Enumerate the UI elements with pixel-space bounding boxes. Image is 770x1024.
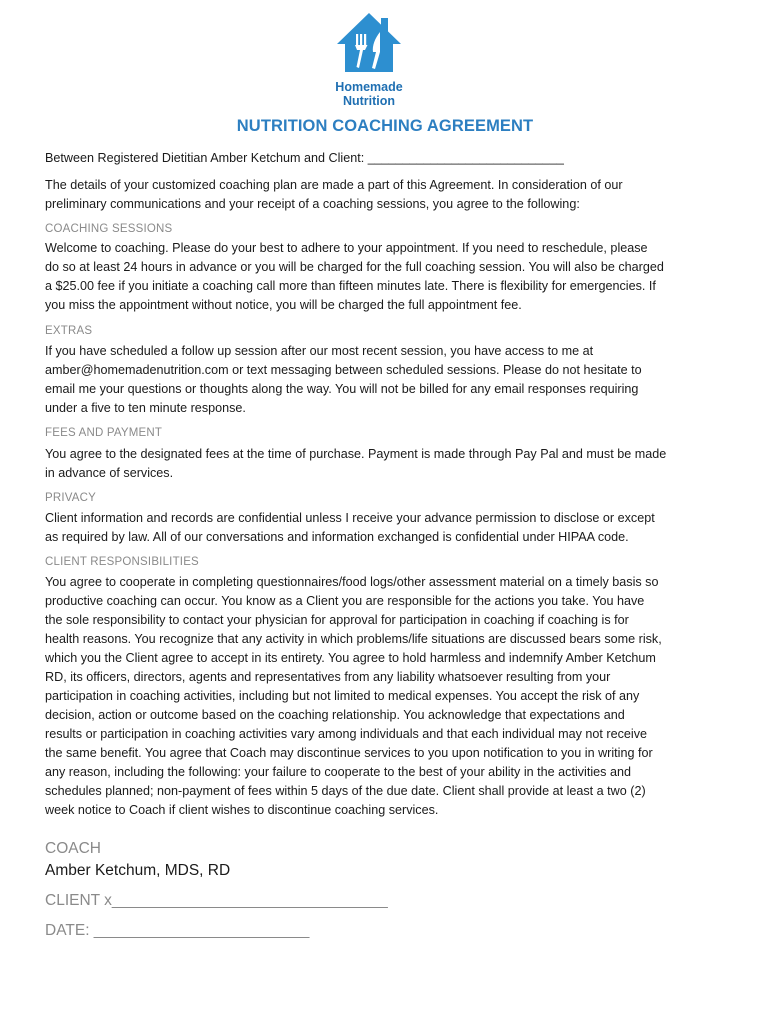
house-fork-knife-icon bbox=[335, 10, 403, 74]
text-line: You agree to cooperate in completing questionnaires/food logs/other assessment material on a timely basis so bbox=[45, 575, 659, 589]
brand-line-1: Homemade bbox=[335, 80, 403, 94]
text-line: results or participation in coaching activities vary among individuals and that each individual may not receive bbox=[45, 727, 648, 741]
text-line: You agree to the designated fees at the time of purchase. Payment is made through Pay Pal and must be made bbox=[45, 447, 667, 461]
between-line: Between Registered Dietitian Amber Ketchum and Client: ____________________________ bbox=[45, 151, 564, 165]
responsibilities-paragraph bbox=[45, 573, 735, 820]
text-line: the sole responsibility to contact your physician for approval for participation in coaching if coaching is for bbox=[45, 613, 629, 627]
text-line: health reasons. You recognize that any activity in which problems/life situations are discussed bears some risk, bbox=[45, 632, 662, 646]
section-heading-sessions: COACHING SESSIONS bbox=[45, 223, 173, 235]
text-line: preliminary communications and your receipt of a coaching sessions, you agree to the following: bbox=[45, 197, 580, 211]
text-line: amber@homemadenutrition.com or text messaging between scheduled sessions. Please do not hesitate to bbox=[45, 363, 642, 377]
coach-label: COACH bbox=[45, 840, 101, 857]
intro-paragraph bbox=[45, 176, 735, 214]
document-title: NUTRITION COACHING AGREEMENT bbox=[236, 117, 534, 135]
text-line: Client information and records are confidential unless I receive your advance permission to disclose or except bbox=[45, 511, 655, 525]
privacy-paragraph bbox=[45, 509, 735, 547]
text-line: week notice to Coach if client wishes to discontinue coaching services. bbox=[45, 803, 439, 817]
text-line: as required by law. All of our conversations and information exchanged is confidential under HIPAA code. bbox=[45, 530, 629, 544]
date-line[interactable]: DATE: _________________________ bbox=[45, 922, 310, 939]
text-line: any reason, including the following: your failure to cooperate to the best of your ability in the activities and bbox=[45, 765, 631, 779]
extras-paragraph bbox=[45, 342, 735, 418]
section-heading-extras: EXTRAS bbox=[45, 325, 93, 337]
section-heading-fees: FEES AND PAYMENT bbox=[45, 427, 163, 439]
homemade-nutrition-logo bbox=[329, 10, 409, 110]
text-line: email me your questions or thoughts along the way. You will not be billed for any email responses requiring bbox=[45, 382, 639, 396]
text-line: do so at least 24 hours in advance or you will be charged for the full coaching session. You will also be charged bbox=[45, 260, 664, 274]
text-line: participation in coaching activities, including but not limited to medical expenses. You accept the risk of any bbox=[45, 689, 640, 703]
text-line: schedules planned; non-payment of fees within 5 days of the due date. Client shall provide at least a two (2) bbox=[45, 784, 646, 798]
text-line: under a five to ten minute response. bbox=[45, 401, 246, 415]
text-line: decision, action or outcome based on the coaching relationship. You acknowledge that expectations and bbox=[45, 708, 625, 722]
text-line: a $25.00 fee if you initiate a coaching call more than fifteen minutes late. There is flexibility for emergencies. If bbox=[45, 279, 656, 293]
text-line: Welcome to coaching. Please do your best to adhere to your appointment. If you need to reschedule, please bbox=[45, 241, 648, 255]
text-line: If you have scheduled a follow up session after our most recent session, you have access to me at bbox=[45, 344, 594, 358]
text-line: RD, its officers, directors, agents and representatives from any liability whatsoever resulting from your bbox=[45, 670, 611, 684]
text-line: productive coaching can occur. You know as a Client you are responsible for the actions you take. You have bbox=[45, 594, 645, 608]
section-heading-responsibilities: CLIENT RESPONSIBILITIES bbox=[45, 556, 199, 568]
fees-paragraph bbox=[45, 445, 735, 483]
sessions-paragraph bbox=[45, 239, 735, 315]
client-signature-line[interactable]: CLIENT x________________________________ bbox=[45, 892, 388, 909]
brand-line-2: Nutrition bbox=[342, 94, 396, 108]
text-line: which you the Client agree to accept in its entirety. You agree to hold harmless and indemnify Amber Ketchum bbox=[45, 651, 656, 665]
text-line: you miss the appointment without notice, you will be charged the full appointment fee. bbox=[45, 298, 522, 312]
text-line: The details of your customized coaching plan are made a part of this Agreement. In consideration of our bbox=[45, 178, 623, 192]
coach-name: Amber Ketchum, MDS, RD bbox=[45, 862, 231, 879]
text-line: in advance of services. bbox=[45, 466, 174, 480]
section-heading-privacy: PRIVACY bbox=[45, 492, 97, 504]
text-line: the same benefit. You agree that Coach may discontinue services to you upon notification to you in writing for bbox=[45, 746, 653, 760]
